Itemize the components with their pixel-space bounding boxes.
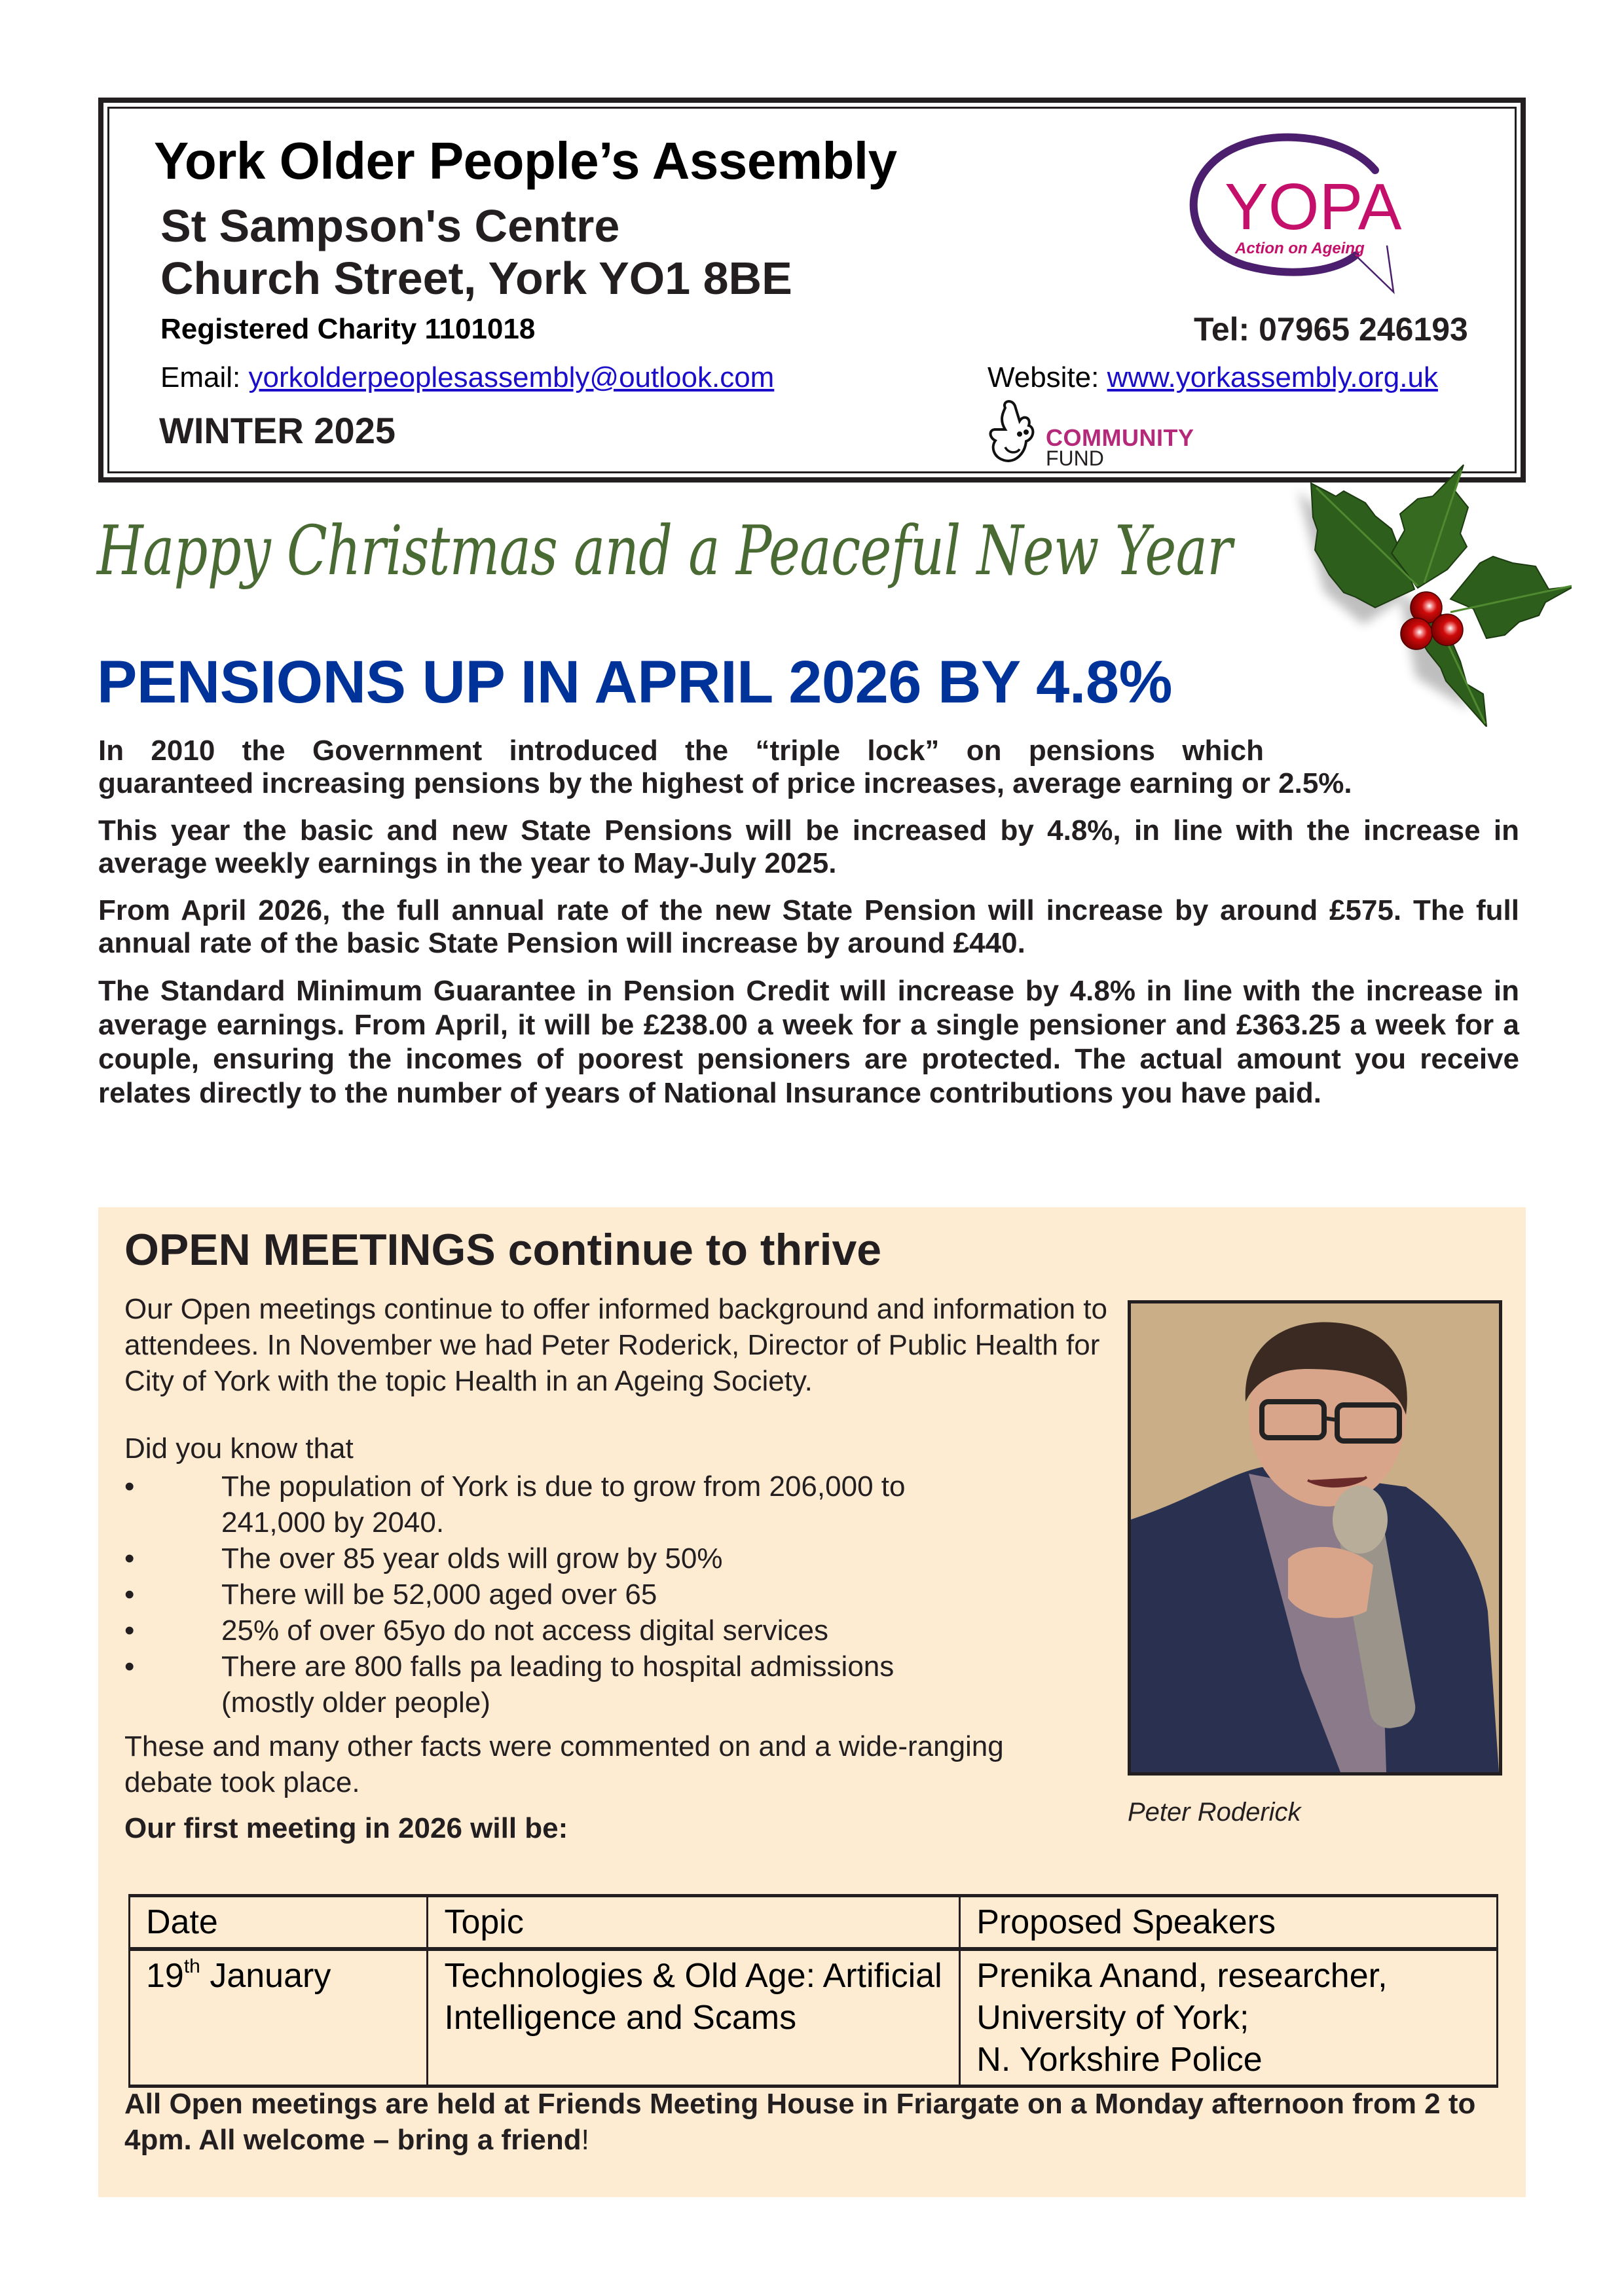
pensions-para-2: This year the basic and new State Pensions will be increased by 4.8%, in line with the increase in average weekly earnings in the year to May-July 2025. (98, 814, 1519, 879)
did-you-know-label: Did you know that (124, 1432, 354, 1465)
bullet-icon: • (124, 1650, 135, 1683)
cell-speakers: Prenika Anand, researcher, University of York; N. Yorkshire Police (960, 1949, 1498, 2086)
facts-list (124, 1468, 976, 1721)
first-meeting-label: Our first meeting in 2026 will be: (124, 1812, 568, 1844)
list-item (124, 1468, 976, 1540)
list-item (124, 1613, 976, 1649)
holly-icon (1283, 452, 1572, 727)
header-topic: Topic (428, 1896, 960, 1950)
fact-text: There are 800 falls pa leading to hospital admissions (mostly older people) (221, 1650, 895, 1719)
photo-caption: Peter Roderick (1128, 1798, 1301, 1827)
fact-text: 25% of over 65yo do not access digital services (221, 1614, 828, 1647)
fact-text: There will be 52,000 aged over 65 (221, 1578, 657, 1611)
header-speakers: Proposed Speakers (960, 1896, 1498, 1950)
bullet-icon: • (124, 1542, 135, 1575)
meeting-comment: These and many other facts were commented on and a wide-ranging debate took place. (124, 1730, 1004, 1798)
website-label: Website: (987, 361, 1107, 393)
fact-text: The population of York is due to grow from 206,000 to 241,000 by 2040. (221, 1470, 906, 1539)
pensions-headline: PENSIONS UP IN APRIL 2026 BY 4.8% (97, 649, 1172, 716)
email-label: Email: (160, 361, 249, 393)
issue-season: WINTER 2025 (159, 410, 396, 451)
pensions-para-3: From April 2026, the full annual rate of the new State Pension will increase by around £575. The full annual rate of the basic State Pension will increase by around £440. (98, 894, 1519, 959)
list-item (124, 1576, 976, 1613)
community-fund-logo (986, 398, 1202, 470)
meeting-venue-note: All Open meetings are held at Friends Meeting House in Friargate on a Monday afternoon from 2 to 4pm. All welcome – bring a friend! (124, 2088, 1476, 2156)
website-row (987, 361, 1438, 394)
cell-topic: Technologies & Old Age: Artificial Intelligence and Scams (428, 1949, 960, 2086)
yopa-logo (1179, 124, 1441, 295)
open-meetings-intro: Our Open meetings continue to offer informed background and information to attendees. In November we had Peter Roderick, Director of Public Health for City of York with the topic Health in an Ageing Society. (124, 1293, 1107, 1397)
pensions-para-1-line-2: guaranteed increasing pensions by the highest of price increases, average earning or 2.5%. (98, 767, 1352, 799)
website-link[interactable]: www.yorkassembly.org.uk (1107, 361, 1438, 393)
community-fund-line1: COMMUNITY (1046, 424, 1194, 451)
header-date: Date (130, 1896, 428, 1950)
christmas-greeting: Happy Christmas and a Peaceful New Year (97, 511, 1232, 591)
table-row (130, 1949, 1498, 2086)
crossed-fingers-icon (986, 398, 1044, 470)
email-row (160, 361, 774, 394)
community-fund-line2: FUND (1046, 446, 1104, 470)
list-item (124, 1540, 976, 1576)
fact-text: The over 85 year olds will grow by 50% (221, 1542, 723, 1575)
bullet-icon: • (124, 1470, 135, 1503)
speaker-photo (1128, 1300, 1502, 1776)
meeting-schedule-table (128, 1894, 1498, 2088)
email-link[interactable]: yorkolderpeoplesassembly@outlook.com (248, 361, 775, 393)
pensions-para-1-line-1: In 2010 the Government introduced the “triple lock” on pensions which (98, 735, 1264, 767)
table-header-row (130, 1896, 1498, 1950)
svg-text:YOPA: YOPA (1225, 170, 1402, 244)
address-line-1: St Sampson's Centre (160, 200, 620, 251)
pensions-article (98, 735, 1519, 1125)
charity-number: Registered Charity 1101018 (160, 313, 536, 345)
bullet-icon: • (124, 1578, 135, 1611)
speech-bubble-icon (1179, 124, 1441, 295)
bullet-icon: • (124, 1614, 135, 1647)
organisation-name: York Older People’s Assembly (154, 132, 897, 190)
svg-text:Action on Ageing: Action on Ageing (1235, 240, 1365, 257)
person-portrait-icon (1131, 1303, 1499, 1772)
telephone: Tel: 07965 246193 (1194, 311, 1468, 348)
address-line-2: Church Street, York YO1 8BE (160, 253, 792, 304)
open-meetings-title: OPEN MEETINGS continue to thrive (124, 1225, 882, 1275)
list-item (124, 1649, 976, 1721)
cell-date: 19th January (130, 1949, 428, 2086)
pensions-para-4: The Standard Minimum Guarantee in Pension Credit will increase by 4.8% in line with the increase in average earnings. From April, it will be £238.00 a week for a single pensioner and £363.25 a week for a couple, ensuring the incomes of poorest pensioners are protected. The actual amount you receive relates directly to the number of years of National Insurance contributions you have paid. (98, 975, 1519, 1109)
